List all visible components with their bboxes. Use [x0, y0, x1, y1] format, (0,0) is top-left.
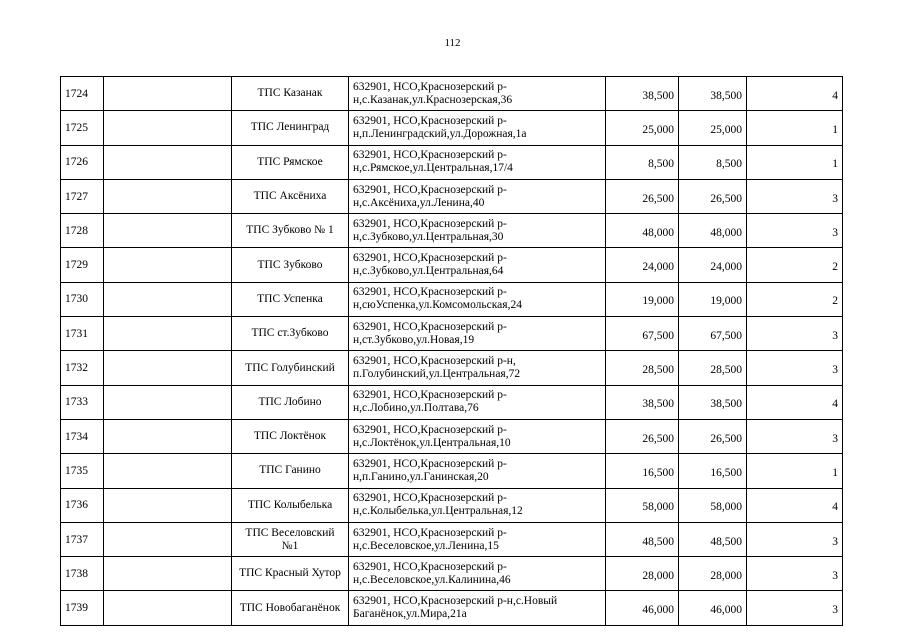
row-number-cell: 1728: [61, 214, 104, 248]
station-name-cell: ТПС Ленинград: [232, 111, 349, 145]
address-cell: [349, 522, 606, 556]
row-number-cell: 1739: [61, 591, 104, 625]
table-row: [61, 385, 843, 419]
value-cell-2: 38,500: [679, 77, 747, 111]
value-cell-1: 46,000: [606, 591, 679, 625]
station-name-cell: ТПС Зубково: [232, 248, 349, 282]
address-line: 632901, НСО,Краснозерский р-: [353, 389, 507, 402]
address-line: н,с.Веселовское,ул.Ленина,15: [353, 539, 499, 552]
address-line: 632901, НСО,Краснозерский р-: [353, 286, 507, 299]
value-cell-3: 3: [747, 351, 843, 385]
address-line: н,с.Колыбелька,ул.Центральная,12: [353, 505, 523, 518]
row-number-cell: 1731: [61, 317, 104, 351]
address-line: 632901, НСО,Краснозерский р-: [353, 560, 507, 573]
value-cell-1: 38,500: [606, 385, 679, 419]
value-cell-3: 2: [747, 248, 843, 282]
value-cell-2: 16,500: [679, 454, 747, 488]
station-name-cell: ТПС Ганино: [232, 454, 349, 488]
row-number-cell: 1735: [61, 454, 104, 488]
station-name-cell: ТПС Голубинский: [232, 351, 349, 385]
value-cell-3: 1: [747, 111, 843, 145]
value-cell-2: 38,500: [679, 385, 747, 419]
value-cell-1: 28,500: [606, 351, 679, 385]
table-row: [61, 214, 843, 248]
table-row: [61, 557, 843, 591]
address-line: 632901, НСО,Краснозерский р-: [353, 217, 507, 230]
value-cell-1: 19,000: [606, 282, 679, 316]
address-line: 632901, НСО,Краснозерский р-: [353, 457, 507, 470]
value-cell-3: 4: [747, 488, 843, 522]
empty-cell: [104, 111, 232, 145]
table-row: [61, 248, 843, 282]
address-line: н,с.Рямское,ул.Центральная,17/4: [353, 162, 513, 175]
table-row: [61, 454, 843, 488]
address-line: 632901, НСО,Краснозерский р-: [353, 423, 507, 436]
address-line: 632901, НСО,Краснозерский р-н,с.Новый: [353, 595, 558, 608]
value-cell-3: 3: [747, 214, 843, 248]
table-row: [61, 145, 843, 179]
address-cell: [349, 454, 606, 488]
table-row: [61, 488, 843, 522]
value-cell-2: 28,500: [679, 351, 747, 385]
address-cell: [349, 145, 606, 179]
address-line: н,п.Ганино,ул.Ганинская,20: [353, 470, 489, 483]
value-cell-3: 4: [747, 385, 843, 419]
empty-cell: [104, 591, 232, 625]
empty-cell: [104, 522, 232, 556]
empty-cell: [104, 145, 232, 179]
empty-cell: [104, 248, 232, 282]
value-cell-2: 48,500: [679, 522, 747, 556]
table-row: [61, 419, 843, 453]
empty-cell: [104, 214, 232, 248]
value-cell-2: 26,500: [679, 419, 747, 453]
value-cell-1: 28,000: [606, 557, 679, 591]
row-number-cell: 1729: [61, 248, 104, 282]
address-line: н,ст.Зубково,ул.Новая,19: [353, 333, 475, 346]
table-row: [61, 282, 843, 316]
empty-cell: [104, 317, 232, 351]
table-row: [61, 77, 843, 111]
value-cell-1: 58,000: [606, 488, 679, 522]
station-name-cell: ТПС Локтёнок: [232, 419, 349, 453]
row-number-cell: 1737: [61, 522, 104, 556]
value-cell-1: 25,000: [606, 111, 679, 145]
table-row: [61, 317, 843, 351]
value-cell-1: 26,500: [606, 419, 679, 453]
empty-cell: [104, 282, 232, 316]
table-row: [61, 591, 843, 625]
address-cell: [349, 557, 606, 591]
address-line: 632901, НСО,Краснозерский р-н,: [353, 355, 516, 368]
value-cell-2: 48,000: [679, 214, 747, 248]
address-line: 632901, НСО,Краснозерский р-: [353, 114, 507, 127]
data-table: [60, 76, 843, 626]
row-number-cell: 1733: [61, 385, 104, 419]
empty-cell: [104, 488, 232, 522]
address-line: п.Голубинский,ул.Центральная,72: [353, 368, 521, 381]
value-cell-3: 4: [747, 77, 843, 111]
table-row: [61, 179, 843, 213]
table-body: [61, 77, 843, 626]
address-line: н,с.Зубково,ул.Центральная,30: [353, 230, 504, 243]
value-cell-1: 48,500: [606, 522, 679, 556]
value-cell-3: 2: [747, 282, 843, 316]
value-cell-1: 16,500: [606, 454, 679, 488]
value-cell-3: 3: [747, 557, 843, 591]
address-line: 632901, НСО,Краснозерский р-: [353, 320, 507, 333]
value-cell-2: 28,000: [679, 557, 747, 591]
table-row: [61, 522, 843, 556]
station-name-cell: ТПС Красный Хутор: [232, 557, 349, 591]
value-cell-3: 1: [747, 454, 843, 488]
address-cell: [349, 214, 606, 248]
value-cell-3: 1: [747, 145, 843, 179]
address-line: н,с.Зубково,ул.Центральная,64: [353, 265, 504, 278]
empty-cell: [104, 419, 232, 453]
value-cell-3: 3: [747, 522, 843, 556]
value-cell-2: 25,000: [679, 111, 747, 145]
row-number-cell: 1727: [61, 179, 104, 213]
value-cell-1: 38,500: [606, 77, 679, 111]
row-number-cell: 1738: [61, 557, 104, 591]
row-number-cell: 1730: [61, 282, 104, 316]
address-line: н,сюУспенка,ул.Комсомольская,24: [353, 299, 522, 312]
address-cell: [349, 77, 606, 111]
station-name-cell: ТПС Новобаганёнок: [232, 591, 349, 625]
station-name-cell: ТПС Лобино: [232, 385, 349, 419]
value-cell-3: 3: [747, 419, 843, 453]
station-name-cell: ТПС Веселовский №1: [232, 522, 349, 556]
address-line: 632901, НСО,Краснозерский р-: [353, 183, 507, 196]
station-name-cell: ТПС Казанак: [232, 77, 349, 111]
empty-cell: [104, 385, 232, 419]
address-cell: [349, 488, 606, 522]
empty-cell: [104, 351, 232, 385]
address-line: 632901, НСО,Краснозерский р-: [353, 149, 507, 162]
address-line: н,с.Веселовское,ул.Калинина,46: [353, 573, 511, 586]
value-cell-2: 8,500: [679, 145, 747, 179]
row-number-cell: 1725: [61, 111, 104, 145]
empty-cell: [104, 557, 232, 591]
value-cell-2: 58,000: [679, 488, 747, 522]
address-cell: [349, 419, 606, 453]
address-line: 632901, НСО,Краснозерский р-: [353, 80, 507, 93]
value-cell-2: 19,000: [679, 282, 747, 316]
address-line: н,с.Аксёниха,ул.Ленина,40: [353, 196, 485, 209]
value-cell-3: 3: [747, 179, 843, 213]
station-name-cell: ТПС Зубково № 1: [232, 214, 349, 248]
address-cell: [349, 591, 606, 625]
address-line: Баганёнок,ул.Мира,21а: [353, 608, 467, 621]
station-name-cell: ТПС Успенка: [232, 282, 349, 316]
address-line: 632901, НСО,Краснозерский р-: [353, 252, 507, 265]
station-name-cell: ТПС ст.Зубково: [232, 317, 349, 351]
address-cell: [349, 111, 606, 145]
table-row: [61, 111, 843, 145]
empty-cell: [104, 77, 232, 111]
address-cell: [349, 179, 606, 213]
empty-cell: [104, 179, 232, 213]
address-cell: [349, 385, 606, 419]
value-cell-2: 46,000: [679, 591, 747, 625]
value-cell-3: 3: [747, 317, 843, 351]
address-line: 632901, НСО,Краснозерский р-: [353, 526, 507, 539]
address-line: н,с.Лобино,ул.Полтава,76: [353, 402, 479, 415]
value-cell-1: 24,000: [606, 248, 679, 282]
row-number-cell: 1736: [61, 488, 104, 522]
value-cell-3: 3: [747, 591, 843, 625]
station-name-cell: ТПС Колыбелька: [232, 488, 349, 522]
address-cell: [349, 317, 606, 351]
value-cell-2: 24,000: [679, 248, 747, 282]
value-cell-1: 8,500: [606, 145, 679, 179]
table-row: [61, 351, 843, 385]
row-number-cell: 1734: [61, 419, 104, 453]
value-cell-1: 67,500: [606, 317, 679, 351]
value-cell-1: 48,000: [606, 214, 679, 248]
row-number-cell: 1732: [61, 351, 104, 385]
address-line: н,с.Локтёнок,ул.Центральная,10: [353, 436, 511, 449]
address-cell: [349, 351, 606, 385]
address-cell: [349, 282, 606, 316]
page-number: 112: [444, 37, 461, 49]
value-cell-2: 26,500: [679, 179, 747, 213]
value-cell-2: 67,500: [679, 317, 747, 351]
empty-cell: [104, 454, 232, 488]
station-name-cell: ТПС Аксёниха: [232, 179, 349, 213]
address-line: 632901, НСО,Краснозерский р-: [353, 492, 507, 505]
address-line: н,п.Ленинградский,ул.Дорожная,1а: [353, 127, 527, 140]
value-cell-1: 26,500: [606, 179, 679, 213]
station-name-cell: ТПС Рямское: [232, 145, 349, 179]
address-cell: [349, 248, 606, 282]
row-number-cell: 1724: [61, 77, 104, 111]
address-line: н,с.Казанак,ул.Краснозерская,36: [353, 93, 513, 106]
row-number-cell: 1726: [61, 145, 104, 179]
